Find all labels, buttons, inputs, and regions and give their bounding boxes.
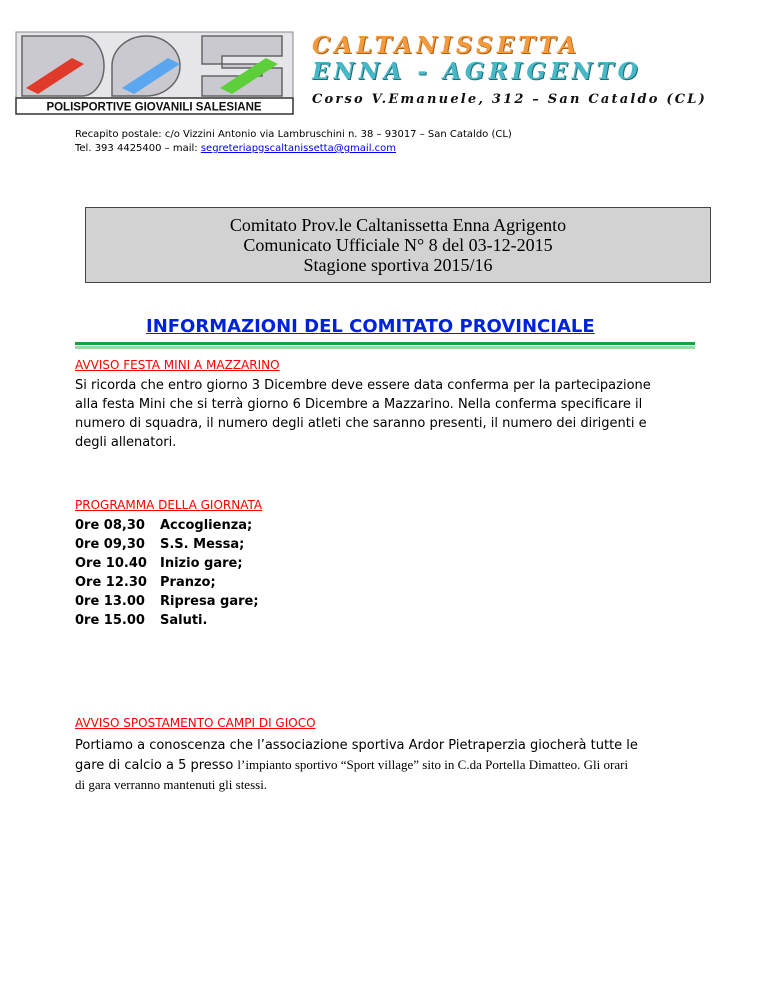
schedule-time: 0re 09,30 [75, 537, 145, 552]
contact-phone: Tel. 393 4425400 – mail: [75, 143, 201, 154]
contact-postal: Recapito postale: c/o Vizzini Antonio via Lambruschini n. 38 – 93017 – San Cataldo (CL) [75, 129, 512, 140]
communique-line1: Comitato Prov.le Caltanissetta Enna Agrigento [229, 215, 567, 235]
schedule-time: 0re 08,30 [75, 518, 145, 533]
email-link[interactable]: segreteriapgscaltanissetta@gmail.com [200, 143, 397, 154]
notice-line: Si ricorda che entro giorno 3 Dicembre deve essere data conferma per la partecipazione [75, 378, 651, 393]
schedule-time: Ore 10.40 [75, 556, 147, 571]
schedule-list [75, 516, 259, 630]
notice-title-programma: PROGRAMMA DELLA GIORNATA [75, 498, 263, 512]
pgs-logo [12, 28, 297, 116]
schedule-event: Ripresa gare; [160, 594, 259, 609]
schedule-time: 0re 15.00 [75, 613, 145, 628]
contact-phone-mail [75, 142, 396, 156]
schedule-time: 0re 13.00 [75, 594, 145, 609]
notice-line-sans: gare di calcio a 5 presso [75, 758, 238, 773]
schedule-item [75, 573, 259, 592]
notice-title-festa: AVVISO FESTA MINI A MAZZARINO [75, 358, 280, 372]
communique-line2: Comunicato Ufficiale N° 8 del 03-12-2015 [243, 235, 553, 255]
notice-line: alla festa Mini che si terrà giorno 6 Dicembre a Mazzarino. Nella conferma specificare il [75, 397, 643, 412]
schedule-item [75, 554, 259, 573]
schedule-event: Pranzo; [160, 575, 216, 590]
heading-rule-light [75, 346, 695, 349]
schedule-event: S.S. Messa; [160, 537, 245, 552]
notice-line-serif: l’impianto sportivo “Sport village” sito in C.da Portella Dimatteo. Gli orari [237, 757, 629, 772]
schedule-item [75, 516, 259, 535]
schedule-item [75, 535, 259, 554]
communique-line3: Stagione sportiva 2015/16 [303, 255, 493, 275]
notice-title-spostamento: AVVISO SPOSTAMENTO CAMPI DI GIOCO [75, 716, 316, 730]
schedule-item [75, 611, 259, 630]
notice-body-festa [75, 376, 715, 452]
logo-caption: POLISPORTIVE GIOVANILI SALESIANE [46, 101, 262, 114]
section-heading: INFORMAZIONI DEL COMITATO PROVINCIALE [146, 316, 595, 337]
notice-line: numero di squadra, il numero degli atleti che saranno presenti, il numero dei dirigenti e [75, 416, 647, 431]
communique-box [85, 207, 711, 283]
header-address: Corso V.Emanuele, 312 – San Cataldo (CL) [312, 92, 707, 107]
header-title-line2: ENNA - AGRIGENTO [312, 58, 642, 85]
notice-line: Portiamo a conoscenza che l’associazione sportiva Ardor Pietraperzia giocherà tutte le [75, 738, 638, 753]
heading-rule [75, 342, 695, 345]
notice-line: di gara verranno mantenuti gli stessi. [75, 777, 268, 792]
schedule-event: Accoglienza; [160, 518, 253, 533]
header-title-line1: CALTANISSETTA [312, 32, 581, 59]
schedule-event: Inizio gare; [160, 556, 243, 571]
schedule-time: Ore 12.30 [75, 575, 147, 590]
notice-line: degli allenatori. [75, 435, 177, 450]
schedule-event: Saluti. [160, 613, 208, 628]
notice-body-spostamento [75, 736, 715, 794]
notice-line [75, 755, 715, 775]
schedule-item [75, 592, 259, 611]
